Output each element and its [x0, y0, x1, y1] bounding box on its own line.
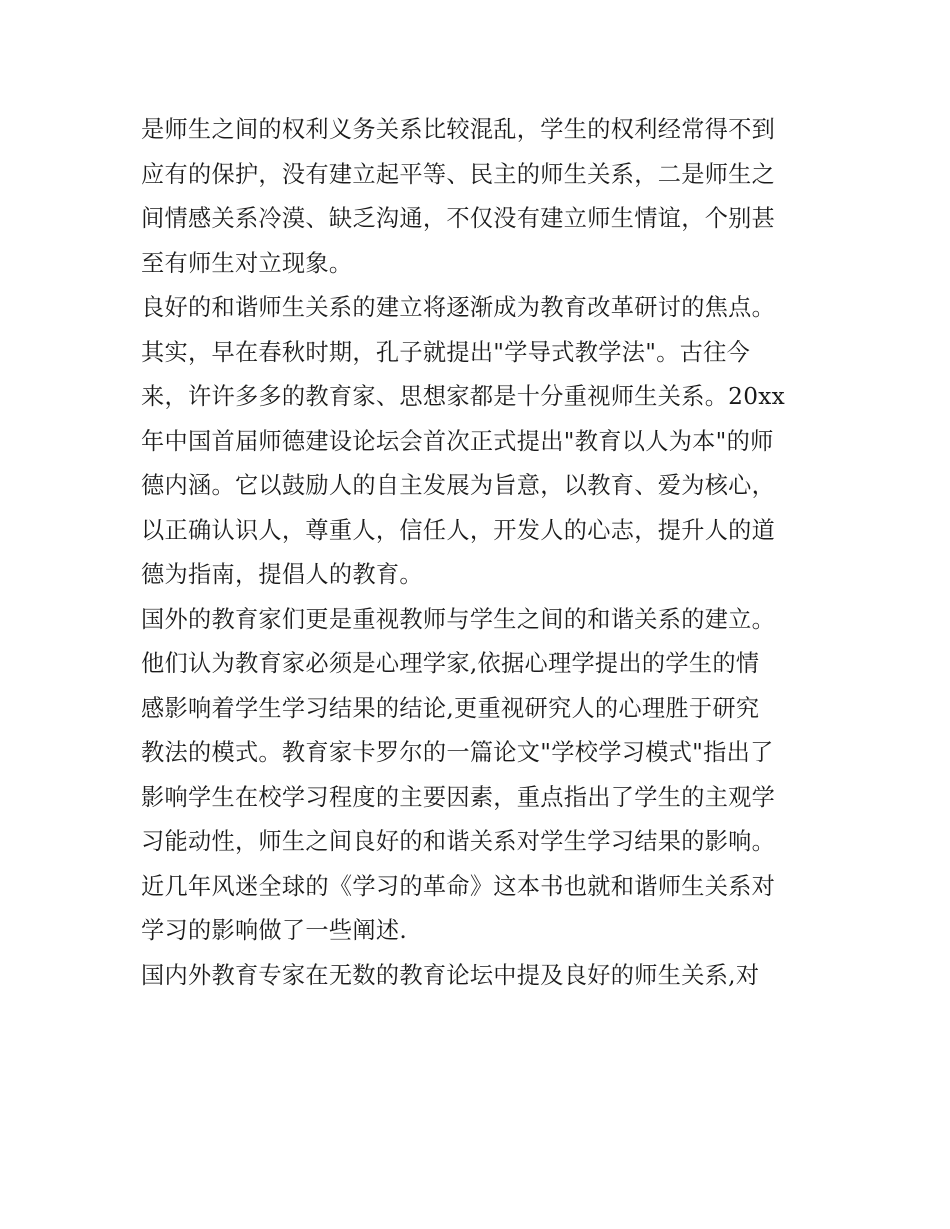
text-line: 习能动性，师生之间良好的和谐关系对学生学习结果的影响。 — [141, 828, 776, 855]
text-line: 教法的模式。教育家卡罗尔的一篇论文"学校学习模式"指出了 — [141, 739, 774, 766]
text-line: 间情感关系冷漠、缺乏沟通，不仅没有建立师生情谊，个别甚 — [141, 205, 776, 232]
text-line: 德内涵。它以鼓励人的自主发展为旨意，以教育、爱为核心， — [141, 472, 776, 499]
text-line: 国内外教育专家在无数的教育论坛中提及良好的师生关系,对 — [141, 961, 760, 989]
paragraph-1 — [141, 108, 821, 286]
text-line: 至有师生对立现象。 — [141, 249, 353, 277]
text-line: 影响学生在校学习程度的主要因素，重点指出了学生的主观学 — [141, 783, 776, 811]
text-line: 良好的和谐师生关系的建立将逐渐成为教育改革研讨的焦点。 — [141, 294, 776, 321]
text-line: 年中国首届师德建设论坛会首次正式提出"教育以人为本"的师 — [141, 427, 774, 455]
text-line: 以正确认识人，尊重人，信任人，开发人的心志，提升人的道 — [141, 516, 776, 544]
text-line: 感影响着学生学习结果的结论,更重视研究人的心理胜于研究 — [141, 694, 760, 722]
text-line: 德为指南，提倡人的教育。 — [141, 561, 423, 588]
document-page — [141, 108, 821, 998]
text-line: 来，许许多多的教育家、思想家都是十分重视师生关系。20xx — [141, 383, 786, 410]
text-line: 是师生之间的权利义务关系比较混乱，学生的权利经常得不到 — [141, 116, 776, 143]
paragraph-4 — [141, 954, 821, 999]
text-line: 近几年风迷全球的《学习的革命》这本书也就和谐师生关系对 — [141, 872, 776, 900]
text-line: 其实，早在春秋时期，孔子就提出"学导式教学法"。古往今 — [141, 338, 751, 366]
text-line: 应有的保护，没有建立起平等、民主的师生关系，二是师生之 — [141, 160, 776, 188]
text-line: 国外的教育家们更是重视教师与学生之间的和谐关系的建立。 — [141, 605, 776, 633]
paragraph-3 — [141, 598, 821, 954]
paragraph-2 — [141, 286, 821, 598]
text-line: 学习的影响做了一些阐述. — [141, 917, 408, 944]
text-line: 他们认为教育家必须是心理学家,依据心理学提出的学生的情 — [141, 650, 760, 677]
